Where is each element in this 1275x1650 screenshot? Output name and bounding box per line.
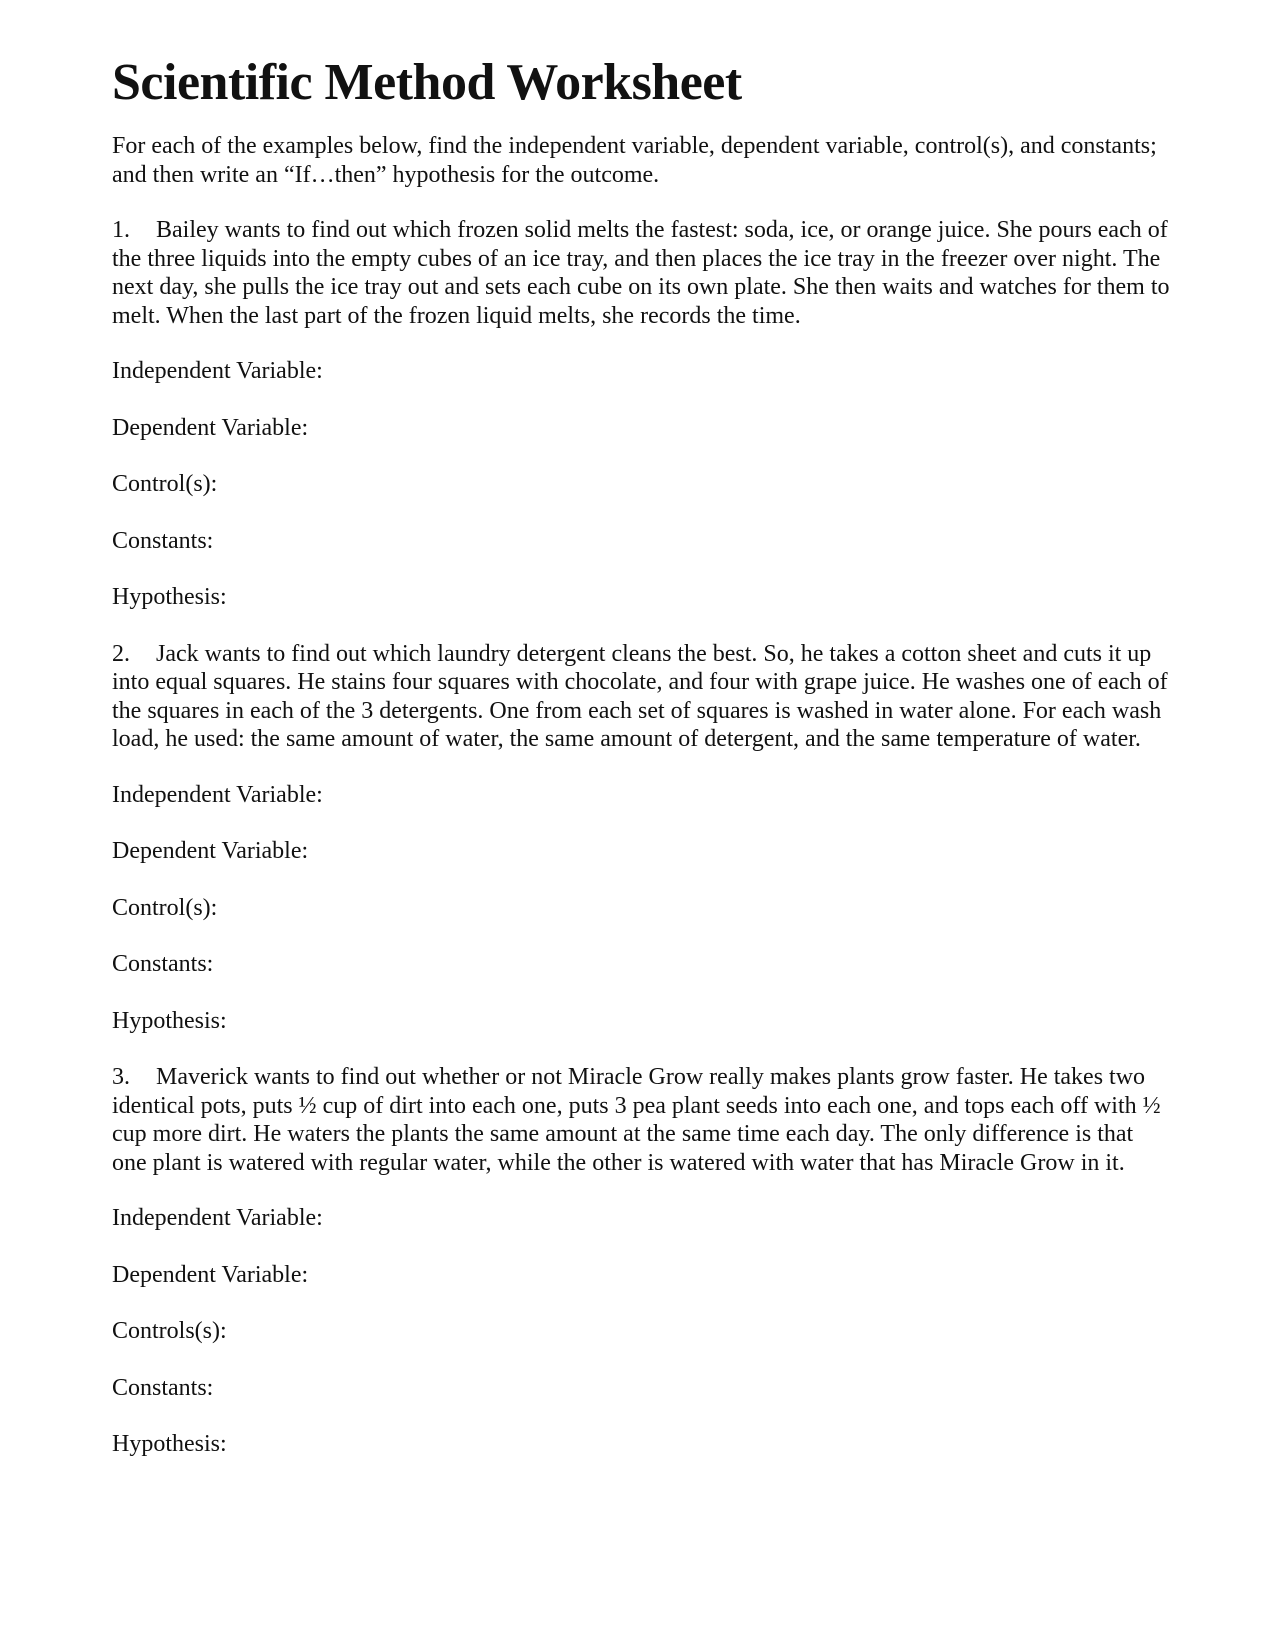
question-text xyxy=(112,1063,1172,1177)
question-3 xyxy=(112,1063,1172,1459)
question-number: 2. xyxy=(112,640,130,667)
dependent-variable-label: Dependent Variable: xyxy=(112,414,309,441)
dependent-variable-label: Dependent Variable: xyxy=(112,1261,309,1288)
constants-label: Constants: xyxy=(112,951,214,977)
independent-variable-label: Independent Variable: xyxy=(112,358,323,384)
question-body: Bailey wants to find out which frozen solid melts the fastest: soda, ice, or orange juice. She pours each of the three liquids into the empty cubes of an ice tray, and then places the ice tray in the freezer over night. The next day, she pulls the ice tray out and sets each cube on its own plate. She then waits and watches for them to melt. When the last part of the frozen liquid melts, she records the time. xyxy=(112,217,1170,329)
dependent-variable-label: Dependent Variable: xyxy=(112,838,309,864)
controls-label: Controls(s): xyxy=(112,1318,227,1344)
independent-variable-label: Independent Variable: xyxy=(112,781,323,808)
hypothesis-label: Hypothesis: xyxy=(112,584,227,610)
constants-label: Constants: xyxy=(112,1374,214,1401)
question-text xyxy=(112,216,1172,330)
page-title: Scientific Method Worksheet xyxy=(112,54,742,111)
constants-label: Constants: xyxy=(112,527,214,554)
question-number: 1. xyxy=(112,217,130,243)
controls-label: Control(s): xyxy=(112,471,218,497)
question-1 xyxy=(112,216,1172,612)
independent-variable-label: Independent Variable: xyxy=(112,1205,323,1231)
question-body: Jack wants to find out which laundry detergent cleans the best. So, he takes a cotton sheet and cuts it up into equal squares. He stains four squares with chocolate, and four with grape juice. He washes one of each of the squares in each of the 3 detergents. One from each set of squares is washed in water alone. For each wash load, he used: the same amount of water, the same amount of detergent, and the same temperature of water. xyxy=(112,640,1168,752)
controls-label: Control(s): xyxy=(112,894,218,921)
instructions: For each of the examples below, find the independent variable, dependent variable, control(s), and constants; and then write an “If…then” hypothesis for the outcome. xyxy=(112,133,1157,188)
question-2 xyxy=(112,640,1172,1036)
question-text xyxy=(112,640,1172,754)
question-number: 3. xyxy=(112,1064,130,1090)
worksheet-page xyxy=(112,52,1172,1487)
hypothesis-label: Hypothesis: xyxy=(112,1007,227,1034)
hypothesis-label: Hypothesis: xyxy=(112,1431,227,1457)
question-body: Maverick wants to find out whether or not Miracle Grow really makes plants grow faster. He takes two identical pots, puts ½ cup of dirt into each one, puts 3 pea plant seeds into each one, and tops each off with ½ cup more dirt. He waters the plants the same amount at the same time each day. The only difference is that one plant is watered with regular water, while the other is watered with water that has Miracle Grow in it. xyxy=(112,1064,1161,1176)
